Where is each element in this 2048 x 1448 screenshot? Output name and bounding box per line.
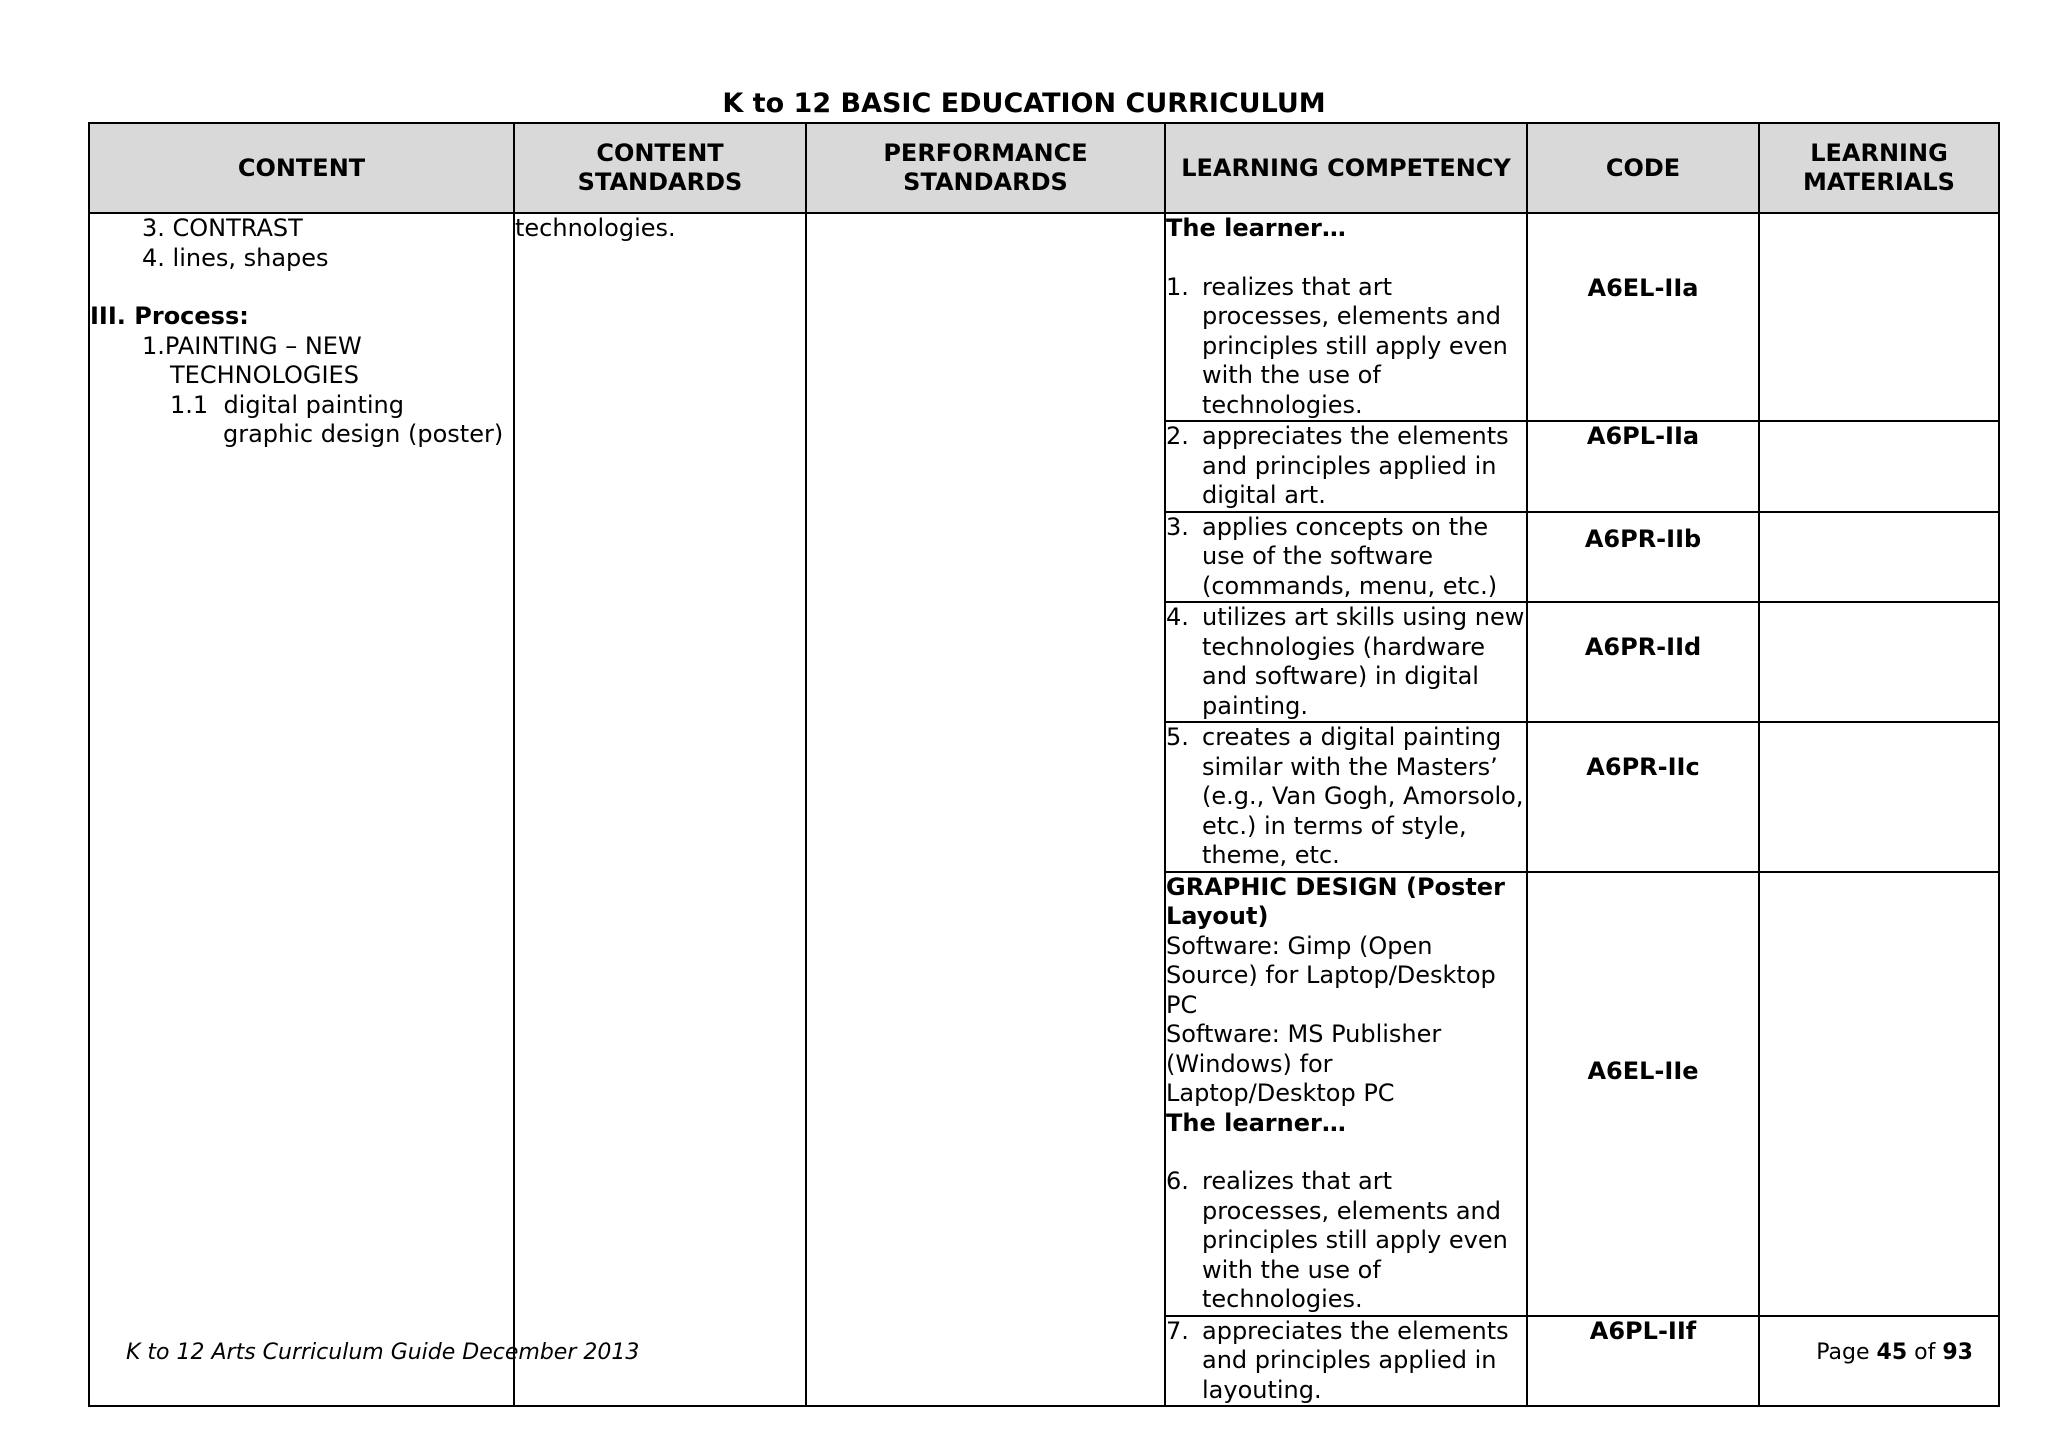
content-item-text: digital painting	[223, 390, 404, 419]
competency-number: 7.	[1166, 1316, 1189, 1345]
competency-text: appreciates the elements and principles applied in layouting.	[1202, 1316, 1509, 1404]
competency-item	[1166, 723, 1526, 871]
curriculum-table	[88, 122, 2000, 1407]
content-item-painting: 1.PAINTING – NEW	[142, 331, 362, 360]
competency-list	[1166, 513, 1526, 602]
header-content-standards	[514, 123, 806, 213]
code-cell	[1527, 1316, 1759, 1407]
graphic-design-heading: GRAPHIC DESIGN (Poster Layout)	[1166, 872, 1505, 930]
learning-materials-cell	[1759, 602, 1999, 722]
header-learning-materials	[1759, 123, 1999, 213]
code-cell	[1527, 421, 1759, 512]
header-code-label: CODE	[1605, 153, 1681, 182]
code-cell	[1527, 512, 1759, 603]
competency-number: 3.	[1166, 512, 1189, 541]
learner-intro: The learner…	[1166, 214, 1346, 242]
content-standards-text: technologies.	[515, 214, 676, 242]
header-learning-materials-line2: MATERIALS	[1803, 168, 1955, 196]
document-title: K to 12 BASIC EDUCATION CURRICULUM	[722, 88, 1326, 119]
header-performance-standards-line1: PERFORMANCE	[883, 139, 1088, 167]
learning-materials-cell	[1759, 872, 1999, 1316]
competency-item	[1166, 513, 1526, 602]
learning-materials-cell	[1759, 722, 1999, 872]
content-item-lines-shapes: 4. lines, shapes	[142, 243, 329, 272]
competency-text: applies concepts on the use of the software (commands, menu, etc.)	[1202, 512, 1498, 600]
page-current: 45	[1876, 1340, 1908, 1365]
competency-number: 4.	[1166, 603, 1189, 631]
page-word: Page	[1816, 1340, 1870, 1365]
content-item-technologies: TECHNOLOGIES	[170, 361, 359, 389]
learning-materials-cell	[1759, 421, 1999, 512]
competency-list	[1166, 723, 1526, 871]
code-cell	[1527, 213, 1759, 421]
content-item-contrast: 3. CONTRAST	[142, 214, 303, 242]
competency-number: 2.	[1166, 422, 1189, 450]
competency-list	[1166, 273, 1526, 421]
competency-cell	[1165, 512, 1527, 603]
header-performance-standards-line2: STANDARDS	[903, 168, 1068, 196]
header-code	[1527, 123, 1759, 213]
competency-text: creates a digital painting similar with the Masters’ (e.g., Van Gogh, Amorsolo, etc.) in terms of style, theme, etc.	[1202, 723, 1524, 869]
footer-guide-title: K to 12 Arts Curriculum Guide December 2013	[126, 1340, 640, 1365]
content-item-graphic-design: graphic design (poster)	[223, 420, 504, 448]
code-cell	[1527, 722, 1759, 872]
software-gimp: Software: Gimp (Open Source) for Laptop/Desktop PC	[1166, 931, 1496, 1019]
competency-cell	[1165, 602, 1527, 722]
competency-code: A6PL-IIf	[1589, 1316, 1697, 1345]
competency-list	[1166, 603, 1526, 721]
competency-text: appreciates the elements and principles applied in digital art.	[1202, 422, 1509, 509]
competency-code: A6PL-IIa	[1586, 422, 1700, 450]
page-total: 93	[1942, 1340, 1973, 1365]
competency-code: A6PR-IIc	[1586, 753, 1700, 781]
header-learning-materials-line1: LEARNING	[1810, 139, 1948, 167]
header-content-standards-line1: CONTENT	[596, 139, 724, 167]
competency-code: A6PR-IId	[1584, 633, 1702, 661]
header-learning-competency	[1165, 123, 1527, 213]
code-cell	[1527, 602, 1759, 722]
performance-standards-cell	[806, 213, 1165, 1406]
competency-text: utilizes art skills using new technologies (hardware and software) in digital painting.	[1202, 603, 1525, 720]
header-content	[89, 123, 514, 213]
competency-item	[1166, 603, 1526, 721]
content-item-number: 1.1	[170, 390, 209, 419]
competency-cell	[1165, 421, 1527, 512]
software-ms-publisher: Software: MS Publisher (Windows) for Laptop/Desktop PC	[1166, 1020, 1442, 1107]
learning-materials-cell	[1759, 512, 1999, 603]
competency-code: A6PR-IIb	[1584, 524, 1702, 553]
content-item-digital-painting	[90, 391, 513, 421]
content-section-process: III. Process:	[90, 302, 249, 330]
competency-number: 1.	[1166, 272, 1189, 301]
competency-cell	[1165, 1316, 1527, 1407]
competency-number: 5.	[1166, 723, 1189, 751]
header-learning-competency-label: LEARNING COMPETENCY	[1181, 153, 1511, 182]
competency-code: A6EL-IIe	[1587, 1056, 1699, 1085]
table-row	[89, 213, 1999, 421]
competency-list	[1166, 422, 1526, 511]
header-content-label: CONTENT	[237, 153, 366, 182]
competency-item	[1166, 422, 1526, 511]
competency-spacer	[1166, 244, 1526, 273]
learner-intro: The learner…	[1166, 1108, 1346, 1137]
header-content-standards-line2: STANDARDS	[577, 168, 743, 196]
learning-materials-cell	[1759, 213, 1999, 421]
page-of: of	[1914, 1340, 1936, 1365]
competency-code: A6EL-IIa	[1587, 274, 1699, 302]
content-cell	[89, 213, 514, 1406]
competency-list	[1166, 1317, 1526, 1406]
content-standards-cell	[514, 213, 806, 1406]
code-cell	[1527, 872, 1759, 1316]
header-row	[89, 123, 1999, 213]
competency-text: realizes that art processes, elements and principles still apply even with the use of technologies.	[1202, 272, 1508, 419]
competency-item	[1166, 1167, 1526, 1315]
content-spacer	[90, 273, 513, 302]
competency-list	[1166, 1167, 1526, 1315]
competency-cell	[1165, 722, 1527, 872]
competency-item	[1166, 273, 1526, 421]
header-performance-standards	[806, 123, 1165, 213]
competency-cell	[1165, 872, 1527, 1316]
competency-text: realizes that art processes, elements and principles still apply even with the use of technologies.	[1202, 1167, 1508, 1313]
page-number	[1816, 1340, 1973, 1365]
competency-item	[1166, 1317, 1526, 1406]
competency-number: 6.	[1166, 1167, 1189, 1195]
competency-cell	[1165, 213, 1527, 421]
competency-spacer	[1166, 1138, 1526, 1167]
